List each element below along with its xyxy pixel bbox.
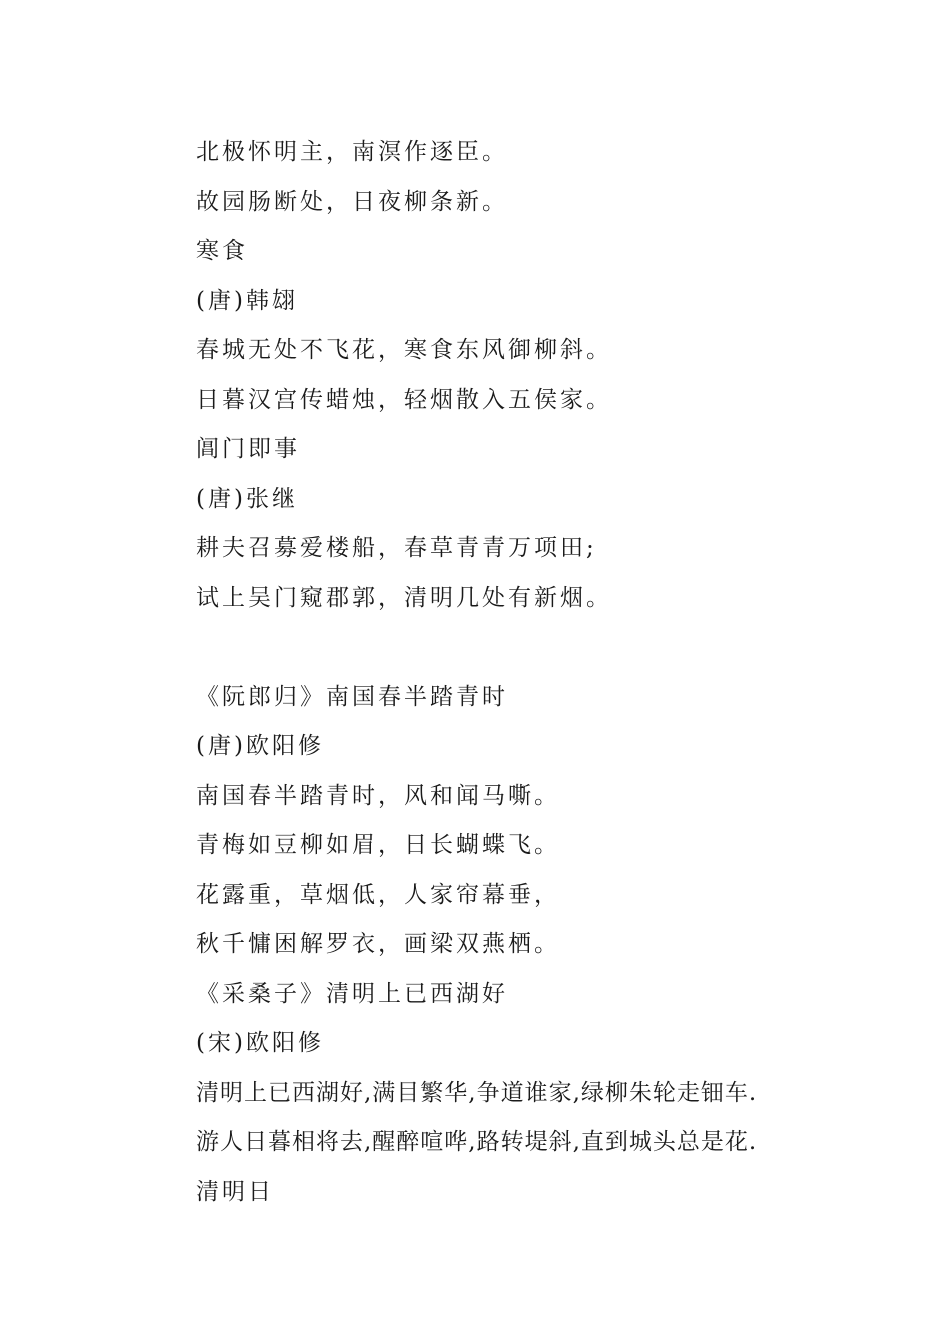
poem-title: 清明日: [196, 1178, 274, 1205]
poem-author: (唐)张继: [196, 485, 298, 512]
poem-line: 南国春半踏青时，风和闻马嘶。: [196, 782, 560, 809]
poem-line: 春城无处不飞花，寒食东风御柳斜。: [196, 337, 612, 363]
poem-line: 清明上已西湖好,满目繁华,争道谁家,绿柳朱轮走钿车.: [196, 1079, 758, 1106]
paragraph-gap: [196, 623, 836, 673]
poem-line: 秋千慵困解罗衣，画梁双燕栖。: [196, 931, 560, 957]
poem-line: 故园肠断处，日夜柳条新。: [196, 188, 508, 215]
poem-text-block: [196, 128, 836, 1217]
poem-title: 《阮郎归》南国春半踏青时: [196, 683, 508, 710]
poem-title: 寒食: [196, 238, 248, 264]
poem-line: 花露重，草烟低，人家帘幕垂，: [196, 881, 560, 908]
poem-line: 游人日暮相将去,醒醉喧哗,路转堤斜,直到城头总是花.: [196, 1129, 758, 1155]
poem-author: (唐)韩翃: [196, 287, 298, 314]
poem-author: (唐)欧阳修: [196, 733, 324, 759]
poem-line: 日暮汉宫传蜡烛，轻烟散入五侯家。: [196, 386, 612, 413]
poem-line: 北极怀明主，南溟作逐臣。: [196, 139, 508, 165]
poem-line: 青梅如豆柳如眉，日长蝴蝶飞。: [196, 832, 560, 858]
poem-line: 试上吴门窥郡郭，清明几处有新烟。: [196, 584, 612, 611]
poem-title: 阊门即事: [196, 436, 300, 462]
poem-title: 《采桑子》清明上已西湖好: [196, 980, 508, 1007]
poem-line: 耕夫召募爱楼船，春草青青万项田;: [196, 535, 597, 561]
poem-author: (宋)欧阳修: [196, 1030, 324, 1056]
